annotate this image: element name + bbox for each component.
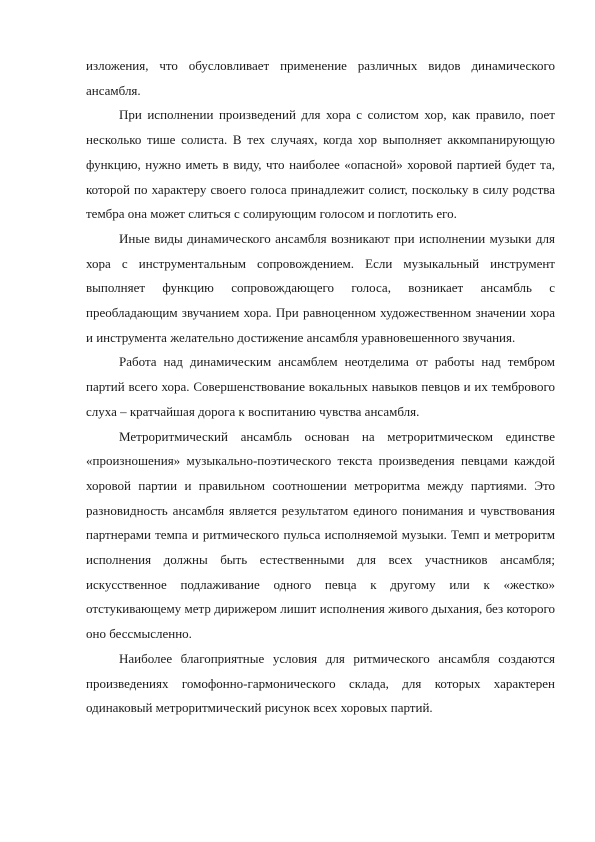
paragraph-2: При исполнении произведений для хора с солистом хор, как правило, поет несколько тише солиста. В тех случаях, когда хор выполняет аккомпанирующую функцию, нужно иметь в виду, что наиболее «опасной» хоровой партией будет та, которой по характеру своего голоса принадлежит солист, поскольку в силу родства тембра она может слиться с солирующим голосом и поглотить его. (86, 107, 555, 222)
paragraph-6: Наиболее благоприятные условия для ритмического ансамбля создаются произведениях гомофонно-гармонического склада, для которых характерен одинаковый метроритмический рисунок всех хоровых партий. (86, 650, 555, 716)
body-text (86, 54, 555, 721)
paragraph-1: изложения, что обусловливает применение различных видов динамического ансамбля. (86, 58, 555, 98)
paragraph-3: Иные виды динамического ансамбля возникают при исполнении музыки для хора с инструментальным сопровождением. Если музыкальный инструмент выполняет функцию сопровождающего голоса, возникает ансамбль с преобладающим звучанием хора. При равноценном художественном значении хора и инструмента желательно достижение ансамбля уравновешенного звучания. (86, 230, 555, 345)
paragraph-5: Метроритмический ансамбль основан на метроритмическом единстве «произношения» музыкально-поэтического текста произведения певцами каждой хоровой партии и правильном соотношении метроритма между партиями. Это разновидность ансамбля является результатом единого понимания и чувствования партнерами темпа и ритмического пульса исполняемой музыки. Темп и метроритм исполнения должны быть естественными для всех участников ансамбля; искусственное подлаживание одного певца к другому или к «жестко» отстукивающему метр дирижером лишит исполнения живого дыхания, без которого оно бессмысленно. (86, 428, 555, 642)
paragraph-4: Работа над динамическим ансамблем неотделима от работы над тембром партий всего хора. Совершенствование вокальных навыков певцов и их тембрового слуха – кратчайшая дорога к воспитанию чувства ансамбля. (86, 354, 555, 419)
